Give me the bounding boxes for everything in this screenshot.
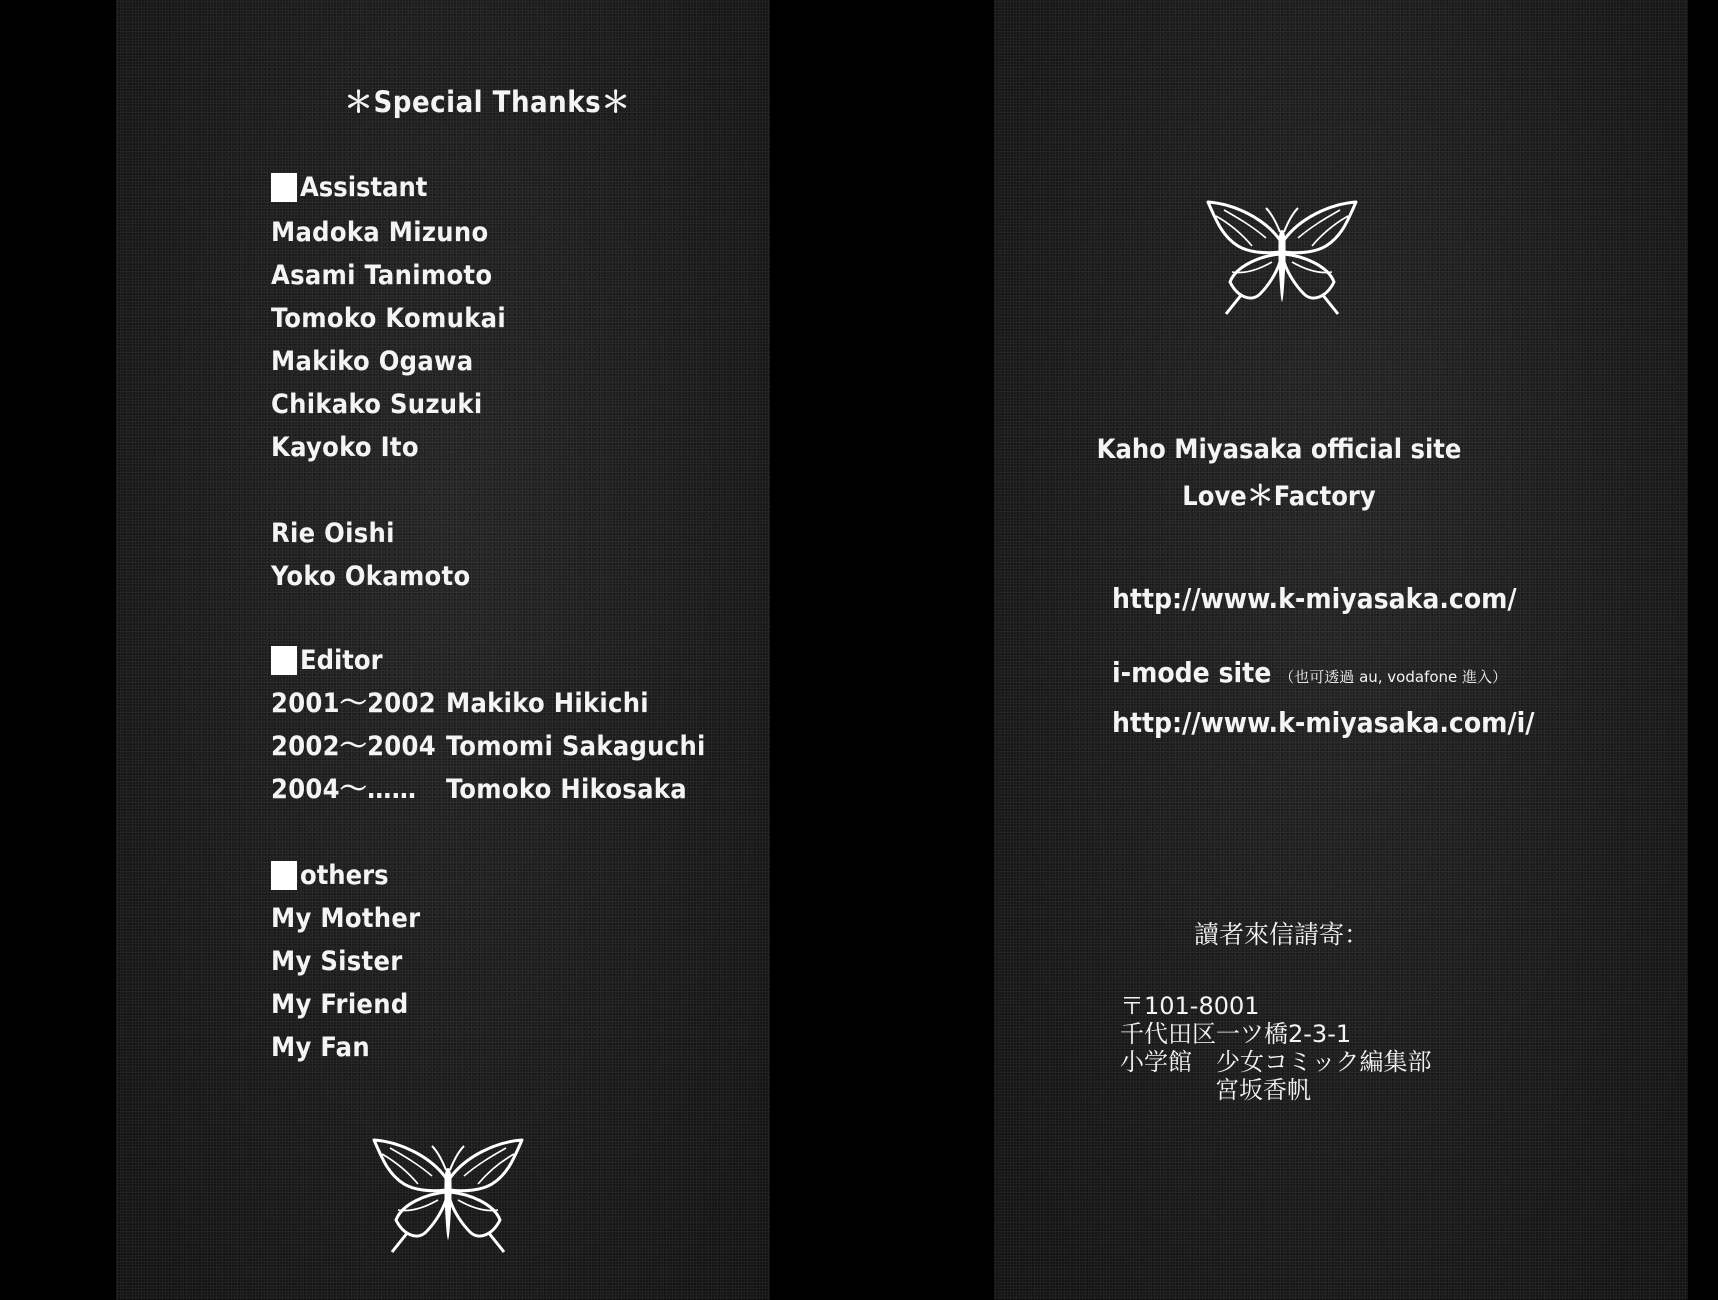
list-item: Asami Tanimoto <box>271 260 493 291</box>
editor-heading-label: Editor <box>300 645 383 676</box>
list-item: Makiko Ogawa <box>271 346 474 377</box>
address-line: 〒101-8001 <box>1120 992 1260 1020</box>
editor-entry <box>271 725 706 768</box>
editor-name: Makiko Hikichi <box>446 688 649 719</box>
list-item: Rie Oishi <box>271 518 395 549</box>
left-page <box>116 0 770 1300</box>
list-item: Yoko Okamoto <box>271 561 471 592</box>
imode-label: i-mode site <box>1112 656 1272 689</box>
editor-years: 2004～…… <box>271 774 417 805</box>
square-bullet-icon <box>271 861 297 890</box>
site-name: Love＊Factory <box>1182 481 1376 512</box>
editor-years: 2002～2004 <box>271 731 436 762</box>
assistant-heading-label: Assistant <box>300 172 428 203</box>
mailing-address <box>1120 992 1432 1104</box>
square-bullet-icon <box>271 646 297 675</box>
imode-label-row <box>1112 656 1507 689</box>
editor-entry <box>271 768 706 811</box>
editor-list <box>271 682 706 811</box>
address-line: 宮坂香帆 <box>1215 1076 1311 1104</box>
imode-note: （也可透過 au, vodafone 進入） <box>1279 668 1508 686</box>
list-item: Kayoko Ito <box>271 432 419 463</box>
editor-name: Tomoko Hikosaka <box>446 774 687 805</box>
editor-years: 2001～2002 <box>271 688 436 719</box>
list-item: My Mother <box>271 903 421 934</box>
editor-entry <box>271 682 706 725</box>
square-bullet-icon <box>271 173 297 202</box>
others-heading-label: others <box>300 860 389 891</box>
list-item: My Fan <box>271 1032 370 1063</box>
others-list <box>271 897 420 1069</box>
site-title: Kaho Miyasaka official site <box>1096 434 1462 465</box>
left-margin <box>0 0 116 1300</box>
assistant-list <box>271 211 506 469</box>
address-line: 千代田区一ツ橋2-3-1 <box>1120 1020 1352 1048</box>
assistant-extra-list <box>271 512 470 598</box>
imode-url: http://www.k-miyasaka.com/i/ <box>1112 706 1535 739</box>
address-line: 小学館 少女コミック編集部 <box>1120 1048 1432 1076</box>
editor-heading <box>271 645 383 676</box>
butterfly-icon <box>1202 190 1362 320</box>
list-item: Madoka Mizuno <box>271 217 489 248</box>
list-item: Tomoko Komukai <box>271 303 506 334</box>
center-gutter <box>770 0 994 1300</box>
mail-heading: 讀者來信請寄： <box>1194 920 1370 949</box>
special-thanks-title: ＊Special Thanks＊ <box>344 85 631 119</box>
list-item: My Friend <box>271 989 409 1020</box>
right-page <box>994 0 1688 1300</box>
editor-name: Tomomi Sakaguchi <box>446 731 706 762</box>
site-url: http://www.k-miyasaka.com/ <box>1112 582 1517 615</box>
list-item: Chikako Suzuki <box>271 389 483 420</box>
list-item: My Sister <box>271 946 403 977</box>
right-margin <box>1688 0 1718 1300</box>
others-heading <box>271 860 389 891</box>
butterfly-icon <box>368 1128 528 1258</box>
assistant-heading <box>271 172 427 203</box>
